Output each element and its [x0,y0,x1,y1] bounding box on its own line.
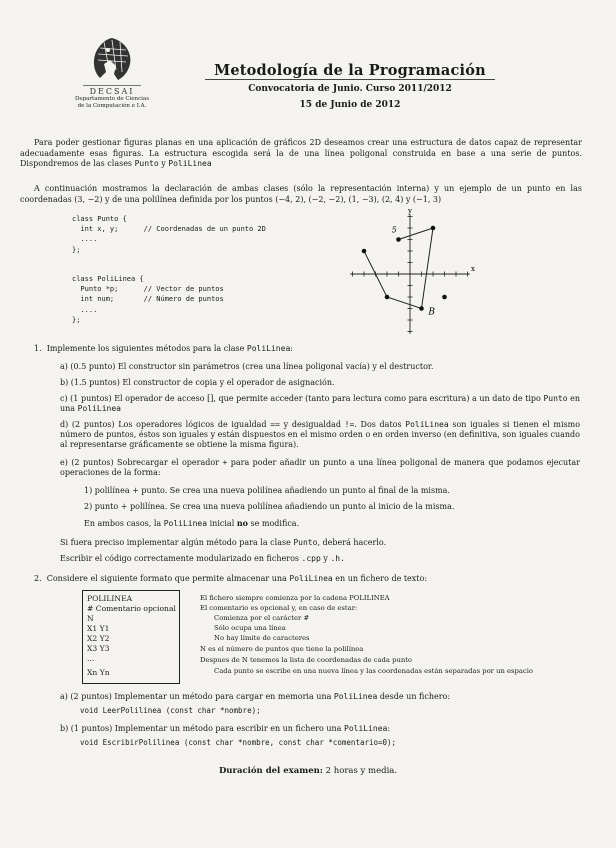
code-line: }; [72,315,81,324]
question-text: desde un fichero: [379,692,451,701]
inline-code: PoliLinea [163,519,208,528]
code-line: Punto *p; // Vector de puntos [72,285,224,294]
handwritten-label: B [428,307,436,318]
question-text: d) (2 puntos) Los operadores lógicos de igualdad [60,420,267,429]
format-note: Cada punto se escribe en una nueva línea y las coordenadas están separadas por un espacio [214,667,533,675]
format-line: X2 Y2 [87,634,110,643]
code-line: int num; // Número de puntos [72,295,224,304]
question-number: 2. [34,574,42,583]
question-1-note-2 [60,554,580,564]
format-note: El comentario es opcional y, en caso de estar: [200,604,358,612]
polyline-vertex [362,249,367,254]
format-line: POLILINEA [87,594,133,603]
conjunction: y [161,159,166,168]
format-note: Despues de N tenemos la lista de coordenadas de cada punto [200,656,413,664]
polyline-vertex [396,237,401,242]
intro-paragraph-1 [20,138,582,170]
inline-code: PoliLinea [289,574,333,583]
code-block-polilinea [72,274,224,325]
question-1b: b) (1.5 puntos) El constructor de copia y el operador de asignación. [60,378,335,387]
question-1a: a) (0.5 punto) El constructor sin parámetros (crea una línea poligonal vacía) y el destructor. [60,362,434,371]
title-rule [205,79,495,80]
question-1c [60,394,580,414]
code-line: class PoliLinea { [72,275,144,283]
question-1e-2: 2) punto + polilínea. Se crea una nueva polilínea añadiendo un punto al inicio de la misma. [84,502,455,511]
format-note: Sólo ocupa una línea [214,624,286,632]
inline-code: PoliLinea [333,692,378,701]
question-2a [60,692,580,702]
format-note: El fichero siempre comienza por la cadena POLILINEA [200,594,390,602]
inline-code: PoliLinea [344,724,388,733]
question-2b [60,724,580,734]
format-line: Xn Yn [87,668,110,677]
question-text: y desigualdad [283,420,341,429]
code-line: class Punto { [72,215,127,223]
polyline-vertex [385,295,390,300]
code-line: .... [72,305,98,314]
format-line: X1 Y1 [87,624,110,633]
format-line: N [87,614,94,623]
question-text: : [387,724,391,733]
question-1e-1: 1) polilínea + punto. Se crea una nueva polilínea añadiendo un punto al final de la misma. [84,486,450,495]
owl-emblem-icon [86,34,138,84]
question-text: son iguales si tienen el mismo número de puntos, éstos son iguales y están dispuestos en el mismo orden o en orden inverso (en definitiva, son iguales cuando al representarse gráficamente se obtiene la misma figura). [60,420,581,449]
code-line: int x, y; // Coordenadas de un punto 2D [72,225,266,234]
code-line: .... [72,235,98,244]
question-text: e) (2 puntos) Sobrecargar el operador [60,458,220,467]
question-2-intro [34,574,427,584]
inline-code: .h. [330,554,345,563]
question-number: 1. [34,344,42,353]
inline-code: Punto [293,538,318,547]
note-text: , deberá hacerlo. [317,538,387,547]
format-note: No hay límite de caracteres [214,634,310,642]
code-line: }; [72,245,81,254]
exam-date: 15 de Junio de 2012 [299,100,401,110]
question-1-note-1 [60,538,580,548]
emphasis: no [236,518,248,528]
question-1d [60,420,580,450]
inline-code: == [270,420,280,429]
format-line: # Comentario opcional [87,604,176,613]
x-axis-label: x [470,265,475,273]
polyline-vertex [431,226,436,231]
duration-label: Duración del examen: [218,766,323,776]
method-signature-save: void EscribirPolilinea (const char *nombre, const char *comentario=0); [80,738,397,747]
question-1e [60,458,580,478]
inline-code: != [344,420,355,429]
note-text: y [323,554,328,563]
inline-code: + [222,458,228,467]
question-1e-3 [84,518,574,529]
method-signature-load: void LeerPolilinea (const char *nombre); [80,706,261,715]
note-text: Escribir el código correctamente modularizado en ficheros [60,554,299,563]
question-text: para poder añadir un punto a una línea poligonal de manera que podamos ejecutar operaciones de la forma: [60,458,580,477]
question-text: se modifica. [250,519,300,528]
duration-value: 2 horas y media. [325,766,398,776]
code-block-punto [72,214,266,255]
question-text: En ambos casos, la [84,519,162,528]
question-text: inicial [209,519,235,528]
intro-text-1: Para poder gestionar figuras planas en una aplicación de gráficos 2D deseamos crear una estructura de datos capaz de representar adecuadamente esas figuras. La estructura escogida será la de una línea poligonal construida en base a una serie de puntos. Dispondremos de las clases [20,138,582,168]
decsai-logo [72,34,152,110]
note-text: Si fuera preciso implementar algún método para la clase [60,538,291,547]
format-note: Comienza por el carácter # [214,614,310,622]
format-note: N es el número de puntos que tiene la polilínea [200,645,364,653]
question-text: b) (1 puntos) Implementar un método para escribir en un fichero una [60,724,342,733]
inline-code: Punto [543,394,568,403]
inline-code: PoliLinea [77,404,121,413]
y-axis-label: y [408,207,412,216]
coordinate-figure [350,207,480,342]
class-name-polilinea: PoliLinea [168,159,212,168]
question-text: en un fichero de texto: [335,574,428,583]
format-line: ... [87,654,95,663]
format-line: X3 Y3 [87,644,110,653]
department-line-2: de la Computación e I.A. [77,103,147,109]
exam-duration [0,766,616,776]
intro-paragraph-2: A continuación mostramos la declaración de ambas clases (sólo la representación interna) y un ejemplo de un punto en las coordenadas (3, −2) y de una polilínea definida por los puntos (−4, 2), (−2, −2), (1, −3), (2, 4) y (−1, 3) [20,184,582,204]
question-text: c) (1 puntos) El operador de acceso [], que permite acceder (tanto para lectura como para escritura) a un dato de tipo [60,394,541,403]
class-name-punto: Punto [134,159,159,168]
question-text: . Dos datos [354,420,402,429]
inline-code: .cpp [301,554,321,563]
department-line-1: Departamento de Ciencias [74,96,150,102]
question-text: Implemente los siguientes métodos para la clase [46,344,245,353]
handwritten-label: 5 [391,225,397,235]
question-text: Considere el siguiente formato que permite almacenar una [46,574,287,583]
polyline-vertex [419,306,424,311]
question-text: en una [60,394,580,413]
point-marker [442,295,447,300]
question-1-intro: 1. Implemente los siguientes métodos para la clase PoliLinea: [34,344,293,353]
inline-code: PoliLinea [405,420,449,429]
exam-session: Convocatoria de Junio. Curso 2011/2012 [248,84,452,94]
logo-text: DECSAI [83,85,141,96]
question-text: a) (2 puntos) Implementar un método para cargar en memoria una [60,692,332,701]
page-title: Metodología de la Programación [214,62,486,79]
inline-code: PoliLinea [246,344,291,353]
